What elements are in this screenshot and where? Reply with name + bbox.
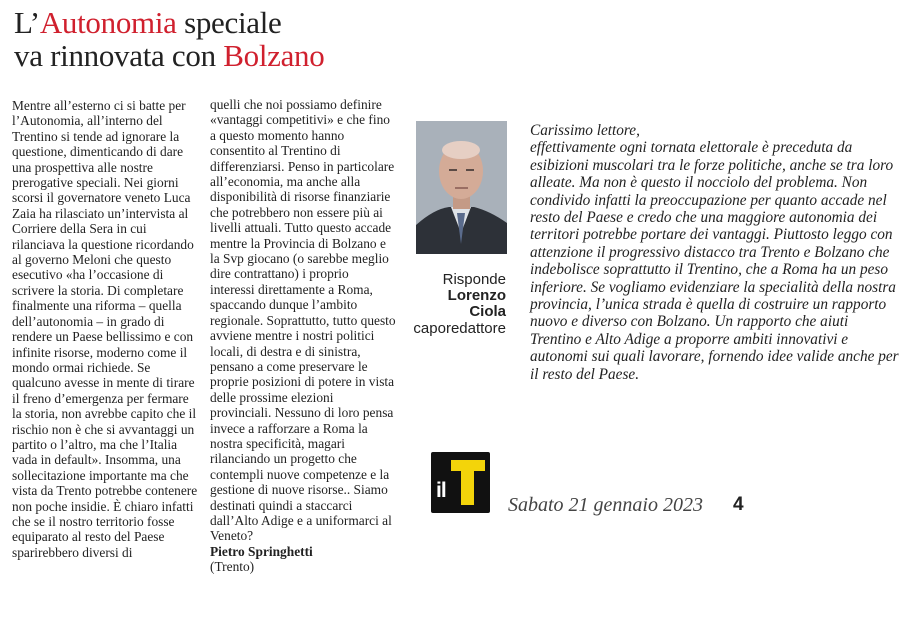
letter-text-part-2: quelli che noi possiamo definire «vantaggi competitivi» e che fino a questo momento hanno consentito al Trentino di differenziarsi. Penso in particolare all’economia, ma anche alla disponibilità di risorse finanziarie che potrebbero non essere più ai livelli attuali. Tutto questo accade mentre la Provincia di Bolzano e la Svp giocano (o sarebbe meglio dire contrattano) i proprio interessi direttamente a Roma, spaccando dunque l’ambito regionale. Soprattutto, tutto questo avviene mentre i nostri politici locali, di destra e di sinistra, pensano a come preservare le proprie posizioni di potere in vista delle prossime elezioni provinciali. Nessuno di loro pensa invece a rafforzare a Roma la nostra specificità, magari rilanciando un progetto che contempli nuove competenze e la gestione di nuove risorse.. Siamo destinati quindi a staccarci dall’Alto Adige e a uniformarci al Veneto? bbox=[210, 97, 396, 544]
letter-text-part-1: Mentre all’esterno ci si batte per l’Autonomia, all’interno del Trentino si tende ad ignorare la questione, dimenticando di dare una prospettiva alle nostre prerogative speciali. Nei giorni scorsi il governatore veneto Luca Zaia ha rilasciato un’intervista al Corriere della Sera in cui rilanciava la questione ricordando al governo Meloni che questo esecutivo «ha l’occasione di scrivere la storia. Di completare finalmente una riforma – quella dell’autonomia – in grado di rendere un Paese bellissimo e con infinite risorse, moderno come il mondo ormai richiede. Se qualcuno avesse in mente di tirare il freno d’emergenza per fermare la storia, non avrebbe capito che il rischio non è che si avvantaggi un partito o l’altro, ma che l’Italia vada in default». Insomma, una sollecitazione importante ma che vista da Trento potrebbe contenere non poche insidie. È chiaro infatti che se il nostro territorio fosse equiparato al resto del Paese sparirebbero diversi di bbox=[12, 98, 198, 560]
logo-t-stem bbox=[461, 471, 474, 505]
logo-t-bar bbox=[451, 460, 485, 471]
reply-salutation: Carissimo lettore, bbox=[530, 122, 640, 139]
editor-reply bbox=[530, 122, 900, 383]
responder-role: caporedattore bbox=[413, 320, 506, 337]
headline-red-word-bolzano: Bolzano bbox=[223, 38, 325, 73]
reply-body: effettivamente ogni tornata elettorale è preceduta da esibizioni muscolari tra le forze politiche, anche se tra loro alleate. Ma non è questo il nocciolo del problema. Non condivido infatti la preoccupazione per quanto accade nel resto del Paese e credo che una maggiore autonomia dei territori potrebbe portare dei vantaggi. Piuttosto leggo con attenzione il progressivo distacco tra Trento e Bolzano che indebolisce soprattutto il Trentino, che a Roma ha un peso inferiore. Se vogliamo evidenziare la specialità della nostra provincia, l’unica strada è quella di costruire un rapporto nuovo e diverso con Bolzano. Un rapporto che aiuti Trentino e Alto Adige a proporre ambiti innovativi e autonomi sui quali lavorare, fornendo idee valide anche per il resto del Paese. bbox=[530, 139, 899, 383]
issue-date: Sabato 21 gennaio 2023 bbox=[508, 494, 703, 516]
headline-line-2: va rinnovata con Bolzano bbox=[14, 38, 325, 73]
headline-line-1: L’Autonomia speciale bbox=[14, 5, 282, 40]
responder-credit bbox=[400, 272, 506, 337]
letter-author-place: (Trento) bbox=[210, 559, 255, 575]
headline bbox=[14, 6, 434, 72]
editor-portrait-icon bbox=[416, 121, 507, 254]
responder-first-name: Lorenzo bbox=[447, 287, 506, 304]
letter-column-2 bbox=[210, 97, 396, 575]
letter-author: Pietro Springhetti bbox=[210, 543, 313, 559]
logo-text: il bbox=[436, 479, 446, 502]
letter-column-1 bbox=[12, 98, 200, 560]
headline-red-word-autonomia: Autonomia bbox=[39, 5, 177, 40]
responder-label: Risponde bbox=[442, 271, 506, 288]
il-t-logo bbox=[431, 452, 490, 513]
page-number: 4 bbox=[733, 494, 744, 515]
editor-portrait-photo bbox=[416, 121, 507, 254]
responder-last-name: Ciola bbox=[469, 303, 506, 320]
